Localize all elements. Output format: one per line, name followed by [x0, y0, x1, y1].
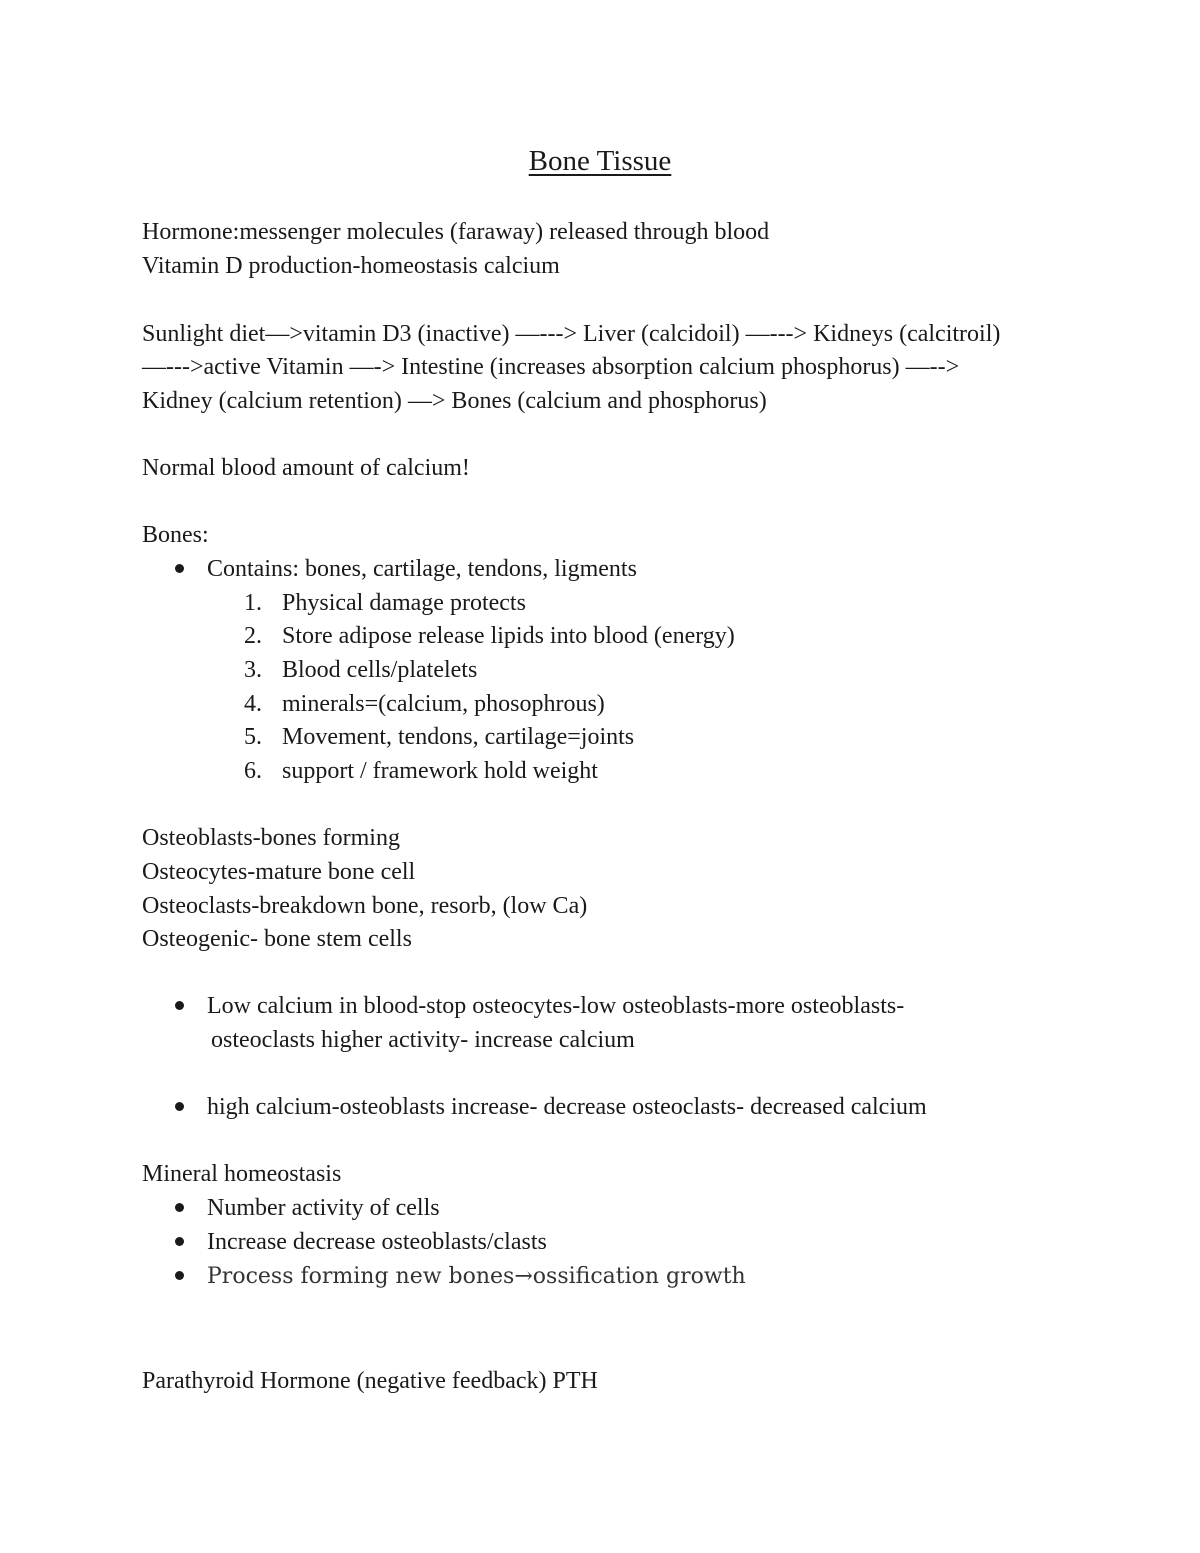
bullet-dot-icon [175, 1203, 184, 1212]
low-calcium-text: Low calcium in blood-stop osteocytes-low osteoblasts-more osteoblasts- [207, 993, 905, 1019]
cell-line-osteocytes: Osteocytes-mature bone cell [142, 859, 416, 885]
high-calcium-text: high calcium-osteoblasts increase- decrease osteoclasts- decreased calcium [207, 1094, 927, 1120]
bullet-dot-icon [175, 1237, 184, 1246]
numbered-item [244, 722, 634, 752]
pathway-line-2: —--->active Vitamin —-> Intestine (increases absorption calcium phosphorus) —--> [142, 354, 960, 380]
item-text: support / framework hold weight [282, 758, 598, 784]
bones-bullet-text: Contains: bones, cartilage, tendons, ligments [207, 556, 637, 582]
item-text: Blood cells/platelets [282, 657, 478, 683]
bones-bullet [175, 554, 637, 584]
numbered-item [244, 588, 526, 618]
item-text: Movement, tendons, cartilage=joints [282, 724, 635, 750]
low-calcium-bullet [175, 991, 904, 1021]
mineral-bullet-text: Increase decrease osteoblasts/clasts [207, 1229, 547, 1255]
numbered-item [244, 655, 477, 685]
intro-line-hormone: Hormone:messenger molecules (faraway) released through blood [142, 219, 770, 245]
item-number: 1. [244, 590, 262, 616]
bullet-dot-icon [175, 1001, 184, 1010]
cell-line-osteoblasts: Osteoblasts-bones forming [142, 825, 400, 851]
bullet-dot-icon [175, 1102, 184, 1111]
item-number: 4. [244, 691, 262, 717]
numbered-item [244, 756, 598, 786]
item-number: 5. [244, 724, 262, 750]
numbered-item [244, 621, 735, 651]
cell-line-osteoclasts: Osteoclasts-breakdown bone, resorb, (low Ca) [142, 893, 588, 919]
mineral-bullet [175, 1193, 440, 1223]
mineral-bullet-text: Number activity of cells [207, 1195, 440, 1221]
normal-blood-line: Normal blood amount of calcium! [142, 455, 470, 481]
mineral-bullet-text: Process forming new bones→ossification growth [207, 1264, 746, 1289]
bullet-dot-icon [175, 1271, 184, 1280]
intro-line-vitamin-d: Vitamin D production-homeostasis calcium [142, 253, 560, 279]
item-text: minerals=(calcium, phosophrous) [282, 691, 605, 717]
bullet-dot-icon [175, 564, 184, 573]
pth-line: Parathyroid Hormone (negative feedback) PTH [142, 1368, 598, 1394]
pathway-line-3: Kidney (calcium retention) —> Bones (calcium and phosphorus) [142, 388, 767, 414]
bones-heading: Bones: [142, 522, 209, 548]
item-number: 2. [244, 623, 262, 649]
item-text: Physical damage protects [282, 590, 526, 616]
page-title: Bone Tissue [528, 145, 672, 177]
item-number: 6. [244, 758, 262, 784]
numbered-item [244, 689, 605, 719]
pathway-line-1: Sunlight diet—>vitamin D3 (inactive) —---> Liver (calcidoil) —---> Kidneys (calcitroil) [142, 321, 1001, 347]
item-text: Store adipose release lipids into blood (energy) [282, 623, 735, 649]
mineral-heading: Mineral homeostasis [142, 1161, 342, 1187]
mineral-bullet [175, 1227, 547, 1257]
cell-line-osteogenic: Osteogenic- bone stem cells [142, 926, 412, 952]
low-calcium-continuation: osteoclasts higher activity- increase calcium [211, 1027, 635, 1053]
mineral-bullet [175, 1261, 746, 1292]
item-number: 3. [244, 657, 262, 683]
high-calcium-bullet [175, 1092, 927, 1122]
